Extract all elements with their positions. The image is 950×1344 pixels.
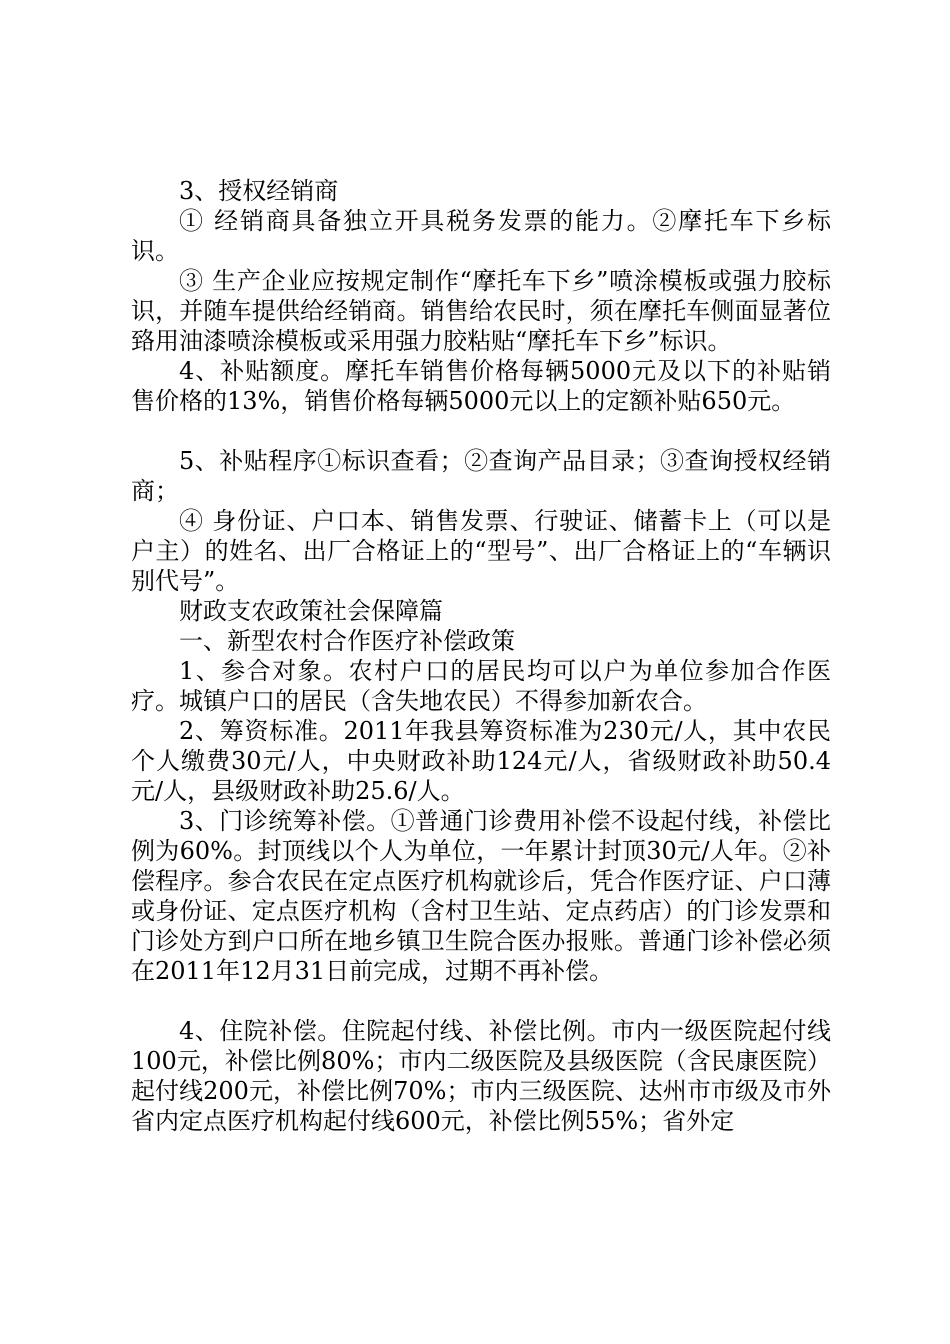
paragraph-dealer-requirements: ① 经销商具备独立开具税务发票的能力。②摩托车下乡标识。 [131,207,831,265]
subsection-title-medical-policy: 一、新型农村合作医疗补偿政策 [179,627,515,655]
paragraph-subsidy-procedure: 5、补贴程序①标识查看；②查询产品目录；③查询授权经销商； [131,447,831,505]
paragraph-subsidy-amount: 4、补贴额度。摩托车销售价格每辆5000元及以下的补贴销售价格的13%，销售价格每辆5000元以上的定额补贴650元。 [131,357,831,415]
paragraph-label-rules: ③ 生产企业应按规定制作“摩托车下乡”喷涂模板或强力胶标识，并随车提供给经销商。销售给农民时，须在摩托车侧面显著位臵用油漆喷涂模板或采用强力胶粘贴“摩托车下乡”标识。 [131,267,831,355]
paragraph-inpatient-compensation: 4、住院补偿。住院起付线、补偿比例。市内一级医院起付线100元，补偿比例80%；市内二级医院及县级医院（含民康医院）起付线200元，补偿比例70%；市内三级医院、达州市市级及市外省内定点医疗机构起付线600元，补偿比例55%；省外定 [131,1017,831,1135]
section-title-social-security: 财政支农政策社会保障篇 [179,597,443,625]
paragraph-eligibility: 1、参合对象。农村户口的居民均可以户为单位参加合作医疗。城镇户口的居民（含失地农民）不得参加新农合。 [131,657,831,715]
paragraph-outpatient-compensation: 3、门诊统筹补偿。①普通门诊费用补偿不设起付线，补偿比例为60%。封顶线以个人为单位，一年累计封顶30元/人年。②补偿程序。参合农民在定点医疗机构就诊后，凭合作医疗证、户口薄或身份证、定点医疗机构（含村卫生站、定点药店）的门诊发票和门诊处方到户口所在地乡镇卫生院合医办报账。普通门诊补偿必须在2011年12月31日前完成，过期不再补偿。 [131,807,831,985]
paragraph-funding-standard: 2、筹资标准。2011年我县筹资标准为230元/人，其中农民个人缴费30元/人，中央财政补助124元/人，省级财政补助50.4元/人，县级财政补助25.6/人。 [131,717,831,805]
paragraph-required-documents: ④ 身份证、户口本、销售发票、行驶证、储蓄卡上（可以是户主）的姓名、出厂合格证上的“型号”、出厂合格证上的“车辆识别代号”。 [131,507,831,595]
document-body [131,176,831,1136]
heading-authorized-dealer: 3、授权经销商 [179,177,339,205]
